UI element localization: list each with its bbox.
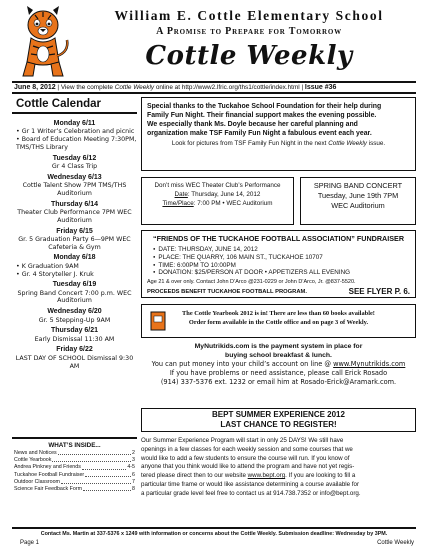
bept-link[interactable]: www.bept.org <box>247 472 286 480</box>
calendar-event: Gr. 5 Graduation Party 6—9PM WEC Cafeteria & Gym <box>18 235 131 251</box>
fundraiser-heading: “FRIENDS OF THE TUCKAHOE FOOTBALL ASSOCIATION” FUNDRAISER <box>152 234 405 243</box>
masthead-info-bar: June 8, 2012 | View the complete Cottle Weekly online at http://www2.lfric.org/ths1/cottle/index.html | Issue #36 <box>12 81 416 94</box>
band-concert-box <box>300 177 416 225</box>
calendar-event: • Gr 1 Writer’s Celebration and picnic <box>16 128 135 136</box>
band-place: WEC Auditorium <box>331 201 385 210</box>
calendar-event: Gr 4 Class Trip <box>51 162 98 170</box>
bept-line: tered please direct then to our website www.bept.org. If you are looking to fill a <box>141 472 356 480</box>
tsf-line-4: organization make TSF Family Fun Night a fabulous event each year. <box>147 130 372 137</box>
calendar-day: Wednesday 6/13 <box>47 173 102 181</box>
online-link-pub: Cottle Weekly <box>114 84 155 91</box>
calendar-list <box>12 114 137 370</box>
fundraiser-details <box>147 246 410 277</box>
band-date: Tuesday, June 19th 7PM <box>317 191 399 200</box>
whats-inside-list <box>12 450 137 493</box>
bept-line: Our Summer Experience Program will start in only 25 DAYS! We still have <box>141 437 344 444</box>
theater-line: Don’t miss WEC Theater Club’s Performance <box>154 182 281 189</box>
toc-leader <box>82 464 127 469</box>
fundraiser-age-note: Age 21 & over only. Contact John D’Arco @231-0229 or John D’Arco, Jr. @837-5520. <box>147 279 356 286</box>
yearbook-line-2: Order form available in the Cottle office and on page 3 of Weekly. <box>188 318 369 326</box>
calendar-day: Friday 6/22 <box>56 346 93 354</box>
calendar-event: LAST DAY OF SCHOOL Dismissal 9:30 AM <box>15 354 134 370</box>
bept-line: openings in a few classes for each weekly session and some courses that we <box>141 445 353 453</box>
toc-item[interactable] <box>12 479 137 486</box>
toc-item[interactable] <box>12 464 137 471</box>
band-title: SPRING BAND CONCERT <box>313 181 403 190</box>
toc-title: Tuckahoe Football Fundraiser <box>14 471 85 478</box>
calendar-heading: Cottle Calendar <box>12 96 137 114</box>
tsf-line-3: We especially thank Ms. Doyle because her careful planning and <box>147 121 358 128</box>
mynutri-line-5: (914) 337-5376 ext. 1232 or email him at Rosado-Erick@Aramark.com. <box>160 378 397 386</box>
issue-date: June 8, 2012 <box>14 84 56 91</box>
mynutri-line-3: You can put money into your child’s account on line @ www.Mynutrikids.com <box>151 360 406 368</box>
calendar-event: Cottle Talent Show 7PM TMS/THS Auditorium <box>22 182 127 197</box>
footer-title: Cottle Weekly <box>377 540 414 546</box>
school-tagline: A Promise to Prepare for Tomorrow <box>156 26 342 37</box>
theater-time: Time/Place: 7:00 PM • WEC Auditorium <box>162 200 273 207</box>
tsf-line-2: Family Fun Night. Their financial support makes the evening possible. <box>147 112 377 119</box>
newsletter-title: Cottle Weekly <box>145 41 353 71</box>
mynutri-line-1: MyNutrikids.com is the payment system in place for <box>194 343 363 350</box>
whats-inside <box>12 437 137 525</box>
calendar-day: Monday 6/11 <box>53 120 96 127</box>
fundraiser-detail: ● TIME: 6:00PM TO 10:00PM <box>153 262 410 270</box>
toc-title: Cottle Yearbook <box>14 457 52 464</box>
toc-page: 4-5 <box>127 464 135 471</box>
tsf-subnote <box>147 139 410 148</box>
footer-contact-note: Contact Ms. Martin at 337-5376 x 1249 with information or concerns about the Cottle Weekly. Submission deadline: Wednesday by 3PM. <box>12 527 416 537</box>
toc-page: 2 <box>132 450 135 456</box>
page-number: Page 1 <box>20 540 40 546</box>
tsf-subnote-pre: Look for pictures from TSF Family Fun Night in the next <box>171 140 327 147</box>
theater-date: Date: Thursday, June 14, 2012 <box>174 191 261 198</box>
calendar-day: Tuesday 6/12 <box>52 154 97 162</box>
tsf-subnote-post: issue. <box>368 140 386 147</box>
toc-leader <box>83 486 131 491</box>
whats-inside-heading: WHAT’S INSIDE... <box>48 442 101 449</box>
calendar-event: Early Dismissal 11:30 AM <box>34 335 115 343</box>
bept-body <box>141 437 416 527</box>
calendar-day: Friday 6/15 <box>56 227 93 235</box>
mynutrikids-notice <box>141 342 416 398</box>
fundraiser-see-flyer: SEE FLYER P. 6. <box>348 287 410 297</box>
calendar-event: • K Graduation 9AM <box>16 262 79 270</box>
toc-leader <box>61 479 131 484</box>
bept-title-2: LAST CHANCE TO REGISTER! <box>220 420 337 429</box>
toc-title: News and Notices <box>14 450 57 456</box>
toc-page: 7 <box>132 478 135 485</box>
bept-line: particular time frame or would like assistance determining a course available for <box>141 480 360 488</box>
fundraiser-detail: ● DONATION: $25/PERSON AT DOOR • APPETIZERS ALL EVENING <box>153 269 410 277</box>
mynutri-line-2: buying school breakfast & lunch. <box>225 352 332 359</box>
toc-page: 6 <box>132 471 135 478</box>
toc-leader <box>52 457 131 462</box>
calendar-event: Theater Club Performance 7PM WEC Auditorium <box>17 208 132 224</box>
toc-leader <box>85 472 131 477</box>
mynutri-link[interactable]: www.Mynutrikids.com <box>333 360 406 368</box>
tiger-mascot-logo <box>13 6 73 80</box>
fundraiser-proceeds: PROCEEDS BENEFIT TUCKAHOE FOOTBALL PROGRAM. <box>147 288 307 295</box>
calendar-event: • Gr. 4 Storyteller J. Kruk <box>16 270 94 278</box>
toc-leader <box>58 450 131 455</box>
football-fundraiser-box <box>141 230 416 298</box>
online-link-url[interactable]: online at http://www2.lfric.org/ths1/cottle/index.html <box>155 84 300 91</box>
toc-item[interactable] <box>12 450 137 457</box>
issue-number: Issue #36 <box>304 84 337 91</box>
tsf-thanks-box <box>141 97 416 171</box>
online-link-text: View the complete <box>60 84 113 91</box>
toc-item[interactable] <box>12 486 137 493</box>
yearbook-box <box>141 304 416 338</box>
toc-title: Science Fair Feedback Form <box>14 486 83 493</box>
toc-item[interactable] <box>12 457 137 464</box>
bept-heading-box <box>141 408 416 432</box>
fundraiser-detail: ● PLACE: THE QUARRY, 106 MAIN ST., TUCKAHOE 10707 <box>153 254 410 262</box>
toc-page: 8 <box>132 486 135 493</box>
school-name: William E. Cottle Elementary School <box>114 8 384 23</box>
toc-title: Outdoor Classroom <box>14 478 60 485</box>
calendar-day: Thursday 6/14 <box>50 200 99 208</box>
calendar-day: Monday 6/18 <box>53 254 96 262</box>
mynutri-line-4: If you have problems or need assistance, please call Erick Rosado <box>169 369 388 377</box>
toc-title: Andrea Pinkney and Friends <box>14 464 81 471</box>
yearbook-line-1: The Cottle Yearbook 2012 is in! There are less than 60 books available! <box>182 310 375 317</box>
bept-line: a particular grade level feel free to contact us at 914.738.7352 or info@bept.org. <box>141 489 361 497</box>
calendar-day: Thursday 6/21 <box>50 327 99 335</box>
yearbook-icon <box>150 311 166 331</box>
calendar-day: Tuesday 6/19 <box>52 281 97 289</box>
fundraiser-detail: ● DATE: THURSDAY, JUNE 14, 2012 <box>153 246 410 254</box>
toc-item[interactable] <box>12 472 137 479</box>
bept-line: anyone that you think would like to attend the program and have not yet regis- <box>141 463 355 471</box>
bept-title-1: BEPT SUMMER EXPERIENCE 2012 <box>212 410 345 419</box>
theater-club-box <box>141 177 294 225</box>
tsf-line-1: Special thanks to the Tuckahoe School Foundation for their help during <box>147 103 382 110</box>
tsf-subnote-pub: Cottle Weekly <box>328 140 367 147</box>
calendar-event: Gr. 5 Stepping-Up 9AM <box>38 316 111 324</box>
bept-line: would like to add a few students to ensure the course will run. If you know of <box>141 454 350 462</box>
toc-page: 3 <box>132 457 135 464</box>
calendar-sidebar <box>12 96 137 431</box>
calendar-event: • Board of Education Meeting 7:30PM, TMS/THS Library <box>16 136 137 151</box>
calendar-day: Wednesday 6/20 <box>47 308 102 316</box>
calendar-event: Spring Band Concert 7:00 p.m. WEC Auditorium <box>17 289 132 305</box>
